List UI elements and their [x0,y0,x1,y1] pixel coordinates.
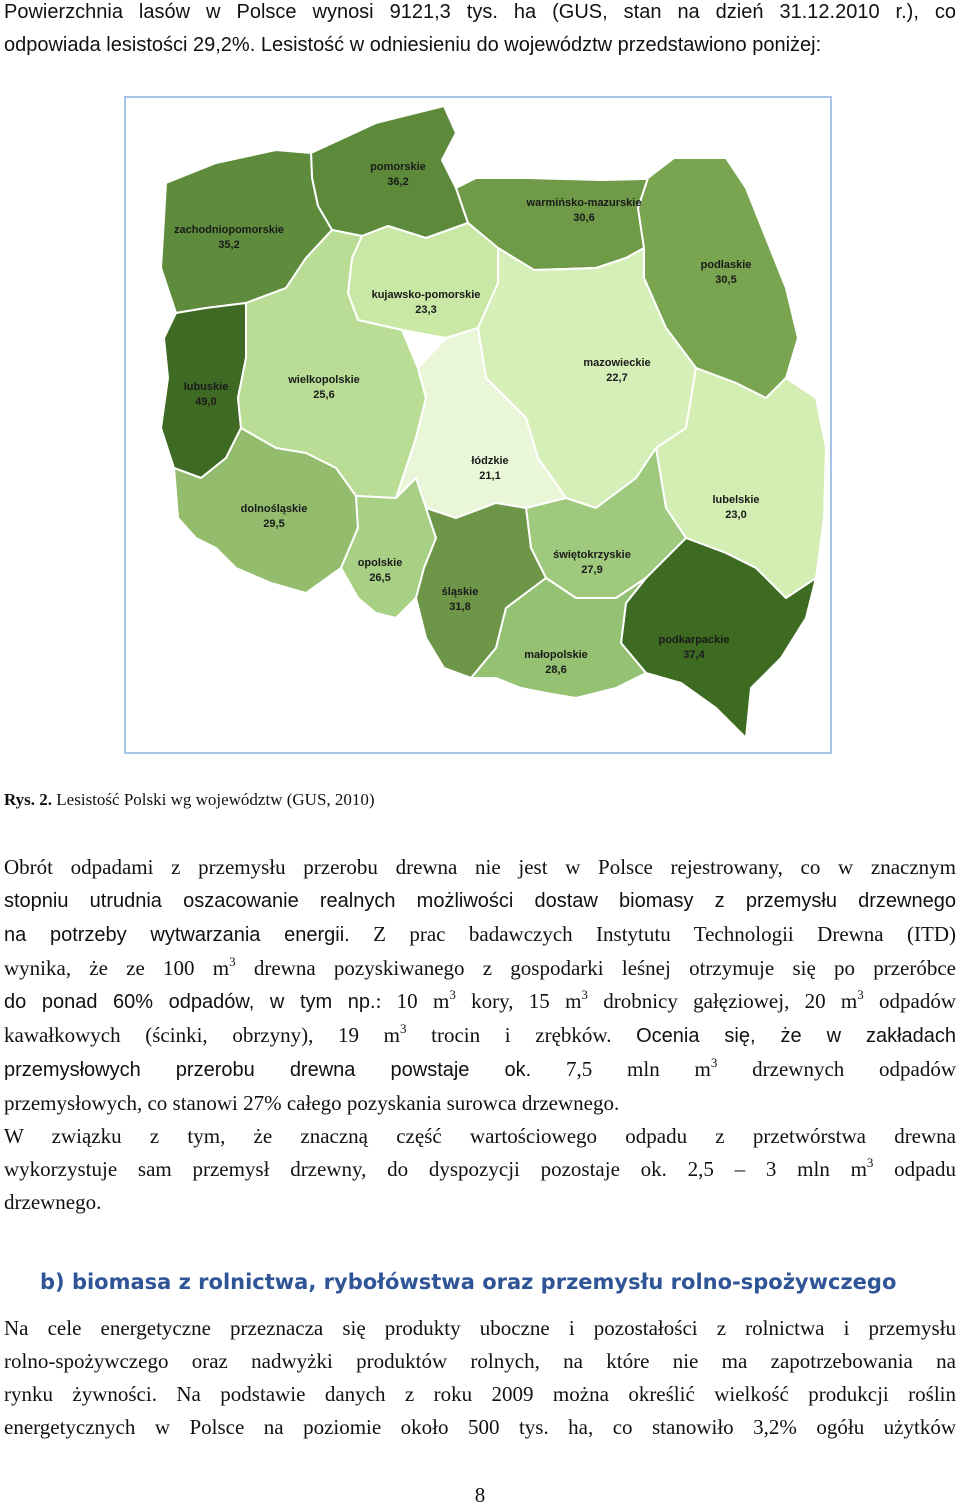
p1-line-2 [4,884,956,918]
p1-line-5a: do ponad 60% odpadów, w tym np. [4,991,376,1013]
p1-line-7a: przemysłowych przerobu drewna powstaje ok. [4,1059,532,1081]
caption-text: Lesistość Polski wg województw (GUS, 2010) [56,790,375,809]
value-kujawsko-pomorskie: 23,3 [415,304,437,316]
intro-line-2: odpowiada lesistości 29,2%. Lesistość w odniesieniu do województw przedstawiono poniżej: [4,34,822,56]
p1-line-3a: na potrzeby wytwarzania energii. [4,924,350,946]
label-kujawsko-pomorskie: kujawsko-pomorskie [371,289,481,301]
value-malopolskie: 28,6 [545,664,567,676]
p1-line-11: drzewnego. [4,1190,102,1214]
p2-line-4: energetycznych w Polsce na poziomie około 500 tys. ha, co stanowiło 3,2% ogółu użytków [4,1415,956,1439]
poland-map-svg [126,98,830,752]
label-swietokrzyskie: świętokrzyskie [553,549,631,561]
value-mazowieckie: 22,7 [606,372,628,384]
label-warminsko-mazurskie: warmińsko-mazurskie [526,197,642,209]
label-dolnoslaskie: dolnośląskie [240,503,308,515]
p1-line-5 [4,985,956,1019]
label-mazowieckie: mazowieckie [583,357,651,369]
p1-line-3 [4,918,956,952]
p1-line-10a: wykorzystuje sam przemysł drzewny, do dyspozycji pozostaje ok. [4,1157,667,1181]
label-podkarpackie: podkarpackie [658,634,730,646]
label-lodzkie: łódzkie [471,455,509,467]
p1-line-10 [4,1153,956,1186]
value-warminsko-mazurskie: 30,6 [573,212,595,224]
p1-line-8: przemysłowych, co stanowi 27% całego pozyskania surowca drzewnego. [4,1091,620,1115]
p1-line-5e: odpadów [879,989,957,1013]
value-podkarpackie: 37,4 [683,649,705,661]
p1-line-7b: 7,5 mln m [566,1057,711,1081]
value-zachodniopomorskie: 35,2 [218,239,240,251]
value-wielkopolskie: 25,6 [313,389,335,401]
value-podlaskie: 30,5 [715,274,737,286]
page-number: 8 [474,1483,486,1507]
p2-line-2: rolno-spożywczego oraz nadwyżki produktów rolnych, na które nie ma zapotrzebowania na [4,1349,956,1373]
intro-line-1: Powierzchnia lasów w Polsce wynosi 9121,3 tys. ha (GUS, stan na dzień 31.12.2010 r.), co [4,1,956,23]
value-lubelskie: 23,0 [725,509,747,521]
sup-10: 3 [866,1155,874,1170]
sup-5b: 3 [581,987,588,1002]
p1-line-6b: trocin i zrębków. [431,1023,612,1047]
p1-line-1: Obrót odpadami z przemysłu przerobu drewna nie jest w Polsce rejestrowany, co w znacznym [4,855,956,879]
label-opolskie: opolskie [357,557,403,569]
sup-4: 3 [229,954,236,969]
p1-line-7c: drzewnych odpadów [752,1057,957,1081]
value-dolnoslaskie: 29,5 [263,518,285,530]
region-kujawsko-pomorskie [348,223,498,338]
forest-cover-map [124,96,832,754]
p1-line-4b: drewna pozyskiwanego z gospodarki leśnej otrzymuje się po przeróbce [253,956,957,980]
p1-line-5b: : 10 m [375,989,450,1013]
p1-line-10c: odpadu [894,1157,956,1181]
p1-line-6a: kawałkowych (ścinki, obrzyny), 19 m [4,1023,400,1047]
label-slaskie: śląskie [441,586,479,598]
label-malopolskie: małopolskie [524,649,588,661]
figure-caption [4,790,375,810]
caption-label: Rys. 2. [4,790,53,809]
value-pomorskie: 36,2 [387,176,409,188]
sup-7: 3 [710,1055,718,1070]
p2-line-1: Na cele energetyczne przeznacza się produkty uboczne i pozostałości z rolnictwa i przemysłu [4,1316,956,1340]
p1-line-10b: 2,5 – 3 mln m [687,1157,867,1181]
label-podlaskie: podlaskie [700,259,752,271]
p1-line-5d: drobnicy gałęziowej, 20 m [603,989,858,1013]
label-pomorskie: pomorskie [370,161,426,173]
value-lodzkie: 21,1 [479,470,501,482]
p1-line-4a: wynika, że ze 100 m [4,956,230,980]
sup-5a: 3 [449,987,456,1002]
value-lubuskie: 49,0 [195,396,217,408]
label-wielkopolskie: wielkopolskie [288,374,360,386]
label-lubelskie: lubelskie [712,494,760,506]
sup-5c: 3 [857,987,864,1002]
p1-line-4 [4,952,956,985]
section-heading: b) biomasa z rolnictwa, rybołówstwa oraz przemysłu rolno-spożywczego [40,1270,897,1294]
value-slaskie: 31,8 [449,601,471,613]
p1-line-6 [4,1019,956,1053]
intro-paragraph [4,0,956,62]
p1-line-3b: Z prac badawczych Instytutu Technologii Drewna (ITD) [373,922,957,946]
p1-line-2-text: stopniu utrudnia oszacowanie realnych możliwości dostaw biomasy z przemysłu drzewnego [4,890,956,912]
label-lubuskie: lubuskie [183,381,229,393]
wood-waste-paragraph [4,851,956,1219]
p1-line-6c: Ocenia się, że w zakładach [636,1025,957,1047]
p1-line-7 [4,1053,956,1087]
p1-line-9: W związku z tym, że znaczną część wartościowego odpadu z przetwórstwa drewna [4,1124,956,1148]
value-swietokrzyskie: 27,9 [581,564,603,576]
sup-6: 3 [400,1021,407,1036]
p1-line-5c: kory, 15 m [471,989,582,1013]
value-opolskie: 26,5 [369,572,391,584]
label-zachodniopomorskie: zachodniopomorskie [173,224,285,236]
agriculture-paragraph [4,1312,956,1444]
p2-line-3: rynku żywności. Na podstawie danych z roku 2009 można określić wielkość produkcji roślin [4,1382,956,1406]
